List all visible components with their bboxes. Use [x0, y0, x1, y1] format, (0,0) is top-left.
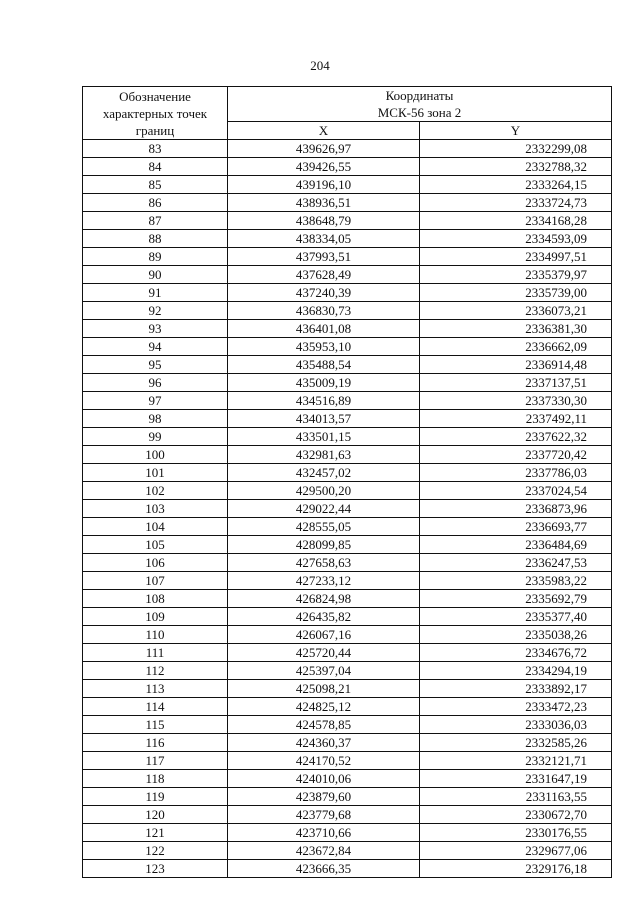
y-coordinate-cell: 2336381,30 — [420, 320, 612, 338]
table-row — [83, 248, 612, 266]
point-number-cell: 85 — [83, 176, 228, 194]
table-row — [83, 320, 612, 338]
y-coordinate-cell: 2332299,08 — [420, 140, 612, 158]
table-row — [83, 842, 612, 860]
x-coordinate-cell: 424825,12 — [228, 698, 420, 716]
table-row — [83, 716, 612, 734]
x-coordinate-cell: 423879,60 — [228, 788, 420, 806]
point-number-cell: 101 — [83, 464, 228, 482]
x-coordinate-cell: 423666,35 — [228, 860, 420, 878]
point-number-cell: 120 — [83, 806, 228, 824]
x-coordinate-cell: 428099,85 — [228, 536, 420, 554]
y-coordinate-cell: 2330672,70 — [420, 806, 612, 824]
point-number-cell: 99 — [83, 428, 228, 446]
point-label-header — [83, 87, 228, 140]
point-number-cell: 118 — [83, 770, 228, 788]
x-coordinate-cell: 437240,39 — [228, 284, 420, 302]
x-coordinate-cell: 424170,52 — [228, 752, 420, 770]
table-row — [83, 338, 612, 356]
y-coordinate-cell: 2333724,73 — [420, 194, 612, 212]
x-coordinate-cell: 437993,51 — [228, 248, 420, 266]
y-coordinate-cell: 2333036,03 — [420, 716, 612, 734]
point-number-cell: 91 — [83, 284, 228, 302]
y-coordinate-cell: 2331163,55 — [420, 788, 612, 806]
point-number-cell: 94 — [83, 338, 228, 356]
x-coordinate-cell: 436401,08 — [228, 320, 420, 338]
x-coordinate-cell: 427233,12 — [228, 572, 420, 590]
point-number-cell: 108 — [83, 590, 228, 608]
y-coordinate-cell: 2334997,51 — [420, 248, 612, 266]
point-number-cell: 113 — [83, 680, 228, 698]
column-y-header: Y — [420, 122, 612, 140]
table-row — [83, 284, 612, 302]
table-row — [83, 482, 612, 500]
x-coordinate-cell: 432457,02 — [228, 464, 420, 482]
table-row — [83, 860, 612, 878]
table-row — [83, 410, 612, 428]
table-header — [83, 87, 612, 140]
table-row — [83, 752, 612, 770]
y-coordinate-cell: 2334676,72 — [420, 644, 612, 662]
x-coordinate-cell: 424578,85 — [228, 716, 420, 734]
table-row — [83, 194, 612, 212]
point-number-cell: 119 — [83, 788, 228, 806]
y-coordinate-cell: 2337137,51 — [420, 374, 612, 392]
y-coordinate-cell: 2336914,48 — [420, 356, 612, 374]
y-coordinate-cell: 2331647,19 — [420, 770, 612, 788]
y-coordinate-cell: 2335379,97 — [420, 266, 612, 284]
y-coordinate-cell: 2333264,15 — [420, 176, 612, 194]
x-coordinate-cell: 436830,73 — [228, 302, 420, 320]
table-row — [83, 392, 612, 410]
header-row-top — [83, 87, 612, 122]
group-header-line-2: МСК-56 зона 2 — [377, 105, 462, 120]
x-coordinate-cell: 435488,54 — [228, 356, 420, 374]
x-coordinate-cell: 424010,06 — [228, 770, 420, 788]
table-row — [83, 608, 612, 626]
x-coordinate-cell: 426435,82 — [228, 608, 420, 626]
point-number-cell: 102 — [83, 482, 228, 500]
table-row — [83, 536, 612, 554]
x-coordinate-cell: 435009,19 — [228, 374, 420, 392]
x-coordinate-cell: 429022,44 — [228, 500, 420, 518]
table-row — [83, 788, 612, 806]
table-row — [83, 500, 612, 518]
y-coordinate-cell: 2334294,19 — [420, 662, 612, 680]
x-coordinate-cell: 423710,66 — [228, 824, 420, 842]
y-coordinate-cell: 2336662,09 — [420, 338, 612, 356]
table-row — [83, 464, 612, 482]
point-number-cell: 86 — [83, 194, 228, 212]
x-coordinate-cell: 427658,63 — [228, 554, 420, 572]
y-coordinate-cell: 2332788,32 — [420, 158, 612, 176]
table-row — [83, 806, 612, 824]
table-row — [83, 554, 612, 572]
y-coordinate-cell: 2337622,32 — [420, 428, 612, 446]
table-row — [83, 230, 612, 248]
y-coordinate-cell: 2336247,53 — [420, 554, 612, 572]
x-coordinate-cell: 423779,68 — [228, 806, 420, 824]
x-coordinate-cell: 435953,10 — [228, 338, 420, 356]
x-coordinate-cell: 438648,79 — [228, 212, 420, 230]
y-coordinate-cell: 2337786,03 — [420, 464, 612, 482]
table-row — [83, 626, 612, 644]
table-row — [83, 518, 612, 536]
point-number-cell: 121 — [83, 824, 228, 842]
point-number-cell: 122 — [83, 842, 228, 860]
x-coordinate-cell: 437628,49 — [228, 266, 420, 284]
y-coordinate-cell: 2336693,77 — [420, 518, 612, 536]
point-number-cell: 105 — [83, 536, 228, 554]
table-row — [83, 158, 612, 176]
y-coordinate-cell: 2337720,42 — [420, 446, 612, 464]
x-coordinate-cell: 426067,16 — [228, 626, 420, 644]
x-coordinate-cell: 425720,44 — [228, 644, 420, 662]
x-coordinate-cell: 439426,55 — [228, 158, 420, 176]
table-row — [83, 446, 612, 464]
point-number-cell: 98 — [83, 410, 228, 428]
x-coordinate-cell: 425397,04 — [228, 662, 420, 680]
table-row — [83, 428, 612, 446]
y-coordinate-cell: 2332121,71 — [420, 752, 612, 770]
coordinates-group-header — [228, 87, 612, 122]
table-row — [83, 644, 612, 662]
point-number-cell: 83 — [83, 140, 228, 158]
point-number-cell: 92 — [83, 302, 228, 320]
point-number-cell: 117 — [83, 752, 228, 770]
point-number-cell: 104 — [83, 518, 228, 536]
table-row — [83, 374, 612, 392]
point-number-cell: 107 — [83, 572, 228, 590]
y-coordinate-cell: 2337492,11 — [420, 410, 612, 428]
point-number-cell: 106 — [83, 554, 228, 572]
label-header-line-2: характерных точек — [102, 105, 208, 121]
x-coordinate-cell: 428555,05 — [228, 518, 420, 536]
y-coordinate-cell: 2335038,26 — [420, 626, 612, 644]
column-x-header: X — [228, 122, 420, 140]
table-row — [83, 590, 612, 608]
x-coordinate-cell: 439196,10 — [228, 176, 420, 194]
point-number-cell: 89 — [83, 248, 228, 266]
table-row — [83, 212, 612, 230]
table-row — [83, 734, 612, 752]
point-number-cell: 103 — [83, 500, 228, 518]
point-number-cell: 95 — [83, 356, 228, 374]
x-coordinate-cell: 426824,98 — [228, 590, 420, 608]
y-coordinate-cell: 2333472,23 — [420, 698, 612, 716]
table-row — [83, 176, 612, 194]
point-number-cell: 100 — [83, 446, 228, 464]
table-row — [83, 680, 612, 698]
y-coordinate-cell: 2334168,28 — [420, 212, 612, 230]
y-coordinate-cell: 2336873,96 — [420, 500, 612, 518]
y-coordinate-cell: 2334593,09 — [420, 230, 612, 248]
point-number-cell: 87 — [83, 212, 228, 230]
table-row — [83, 356, 612, 374]
point-number-cell: 123 — [83, 860, 228, 878]
table-row — [83, 140, 612, 158]
x-coordinate-cell: 432981,63 — [228, 446, 420, 464]
table-row — [83, 770, 612, 788]
y-coordinate-cell: 2335692,79 — [420, 590, 612, 608]
y-coordinate-cell: 2335983,22 — [420, 572, 612, 590]
x-coordinate-cell: 429500,20 — [228, 482, 420, 500]
point-number-cell: 90 — [83, 266, 228, 284]
x-coordinate-cell: 439626,97 — [228, 140, 420, 158]
x-coordinate-cell: 425098,21 — [228, 680, 420, 698]
point-number-cell: 110 — [83, 626, 228, 644]
x-coordinate-cell: 434013,57 — [228, 410, 420, 428]
table-row — [83, 572, 612, 590]
table-row — [83, 302, 612, 320]
y-coordinate-cell: 2337024,54 — [420, 482, 612, 500]
y-coordinate-cell: 2336484,69 — [420, 536, 612, 554]
point-number-cell: 115 — [83, 716, 228, 734]
point-number-cell: 116 — [83, 734, 228, 752]
label-header-line-1: Обозначение — [119, 88, 191, 104]
point-number-cell: 112 — [83, 662, 228, 680]
group-header-line-1: Координаты — [385, 88, 454, 103]
point-number-cell: 97 — [83, 392, 228, 410]
x-coordinate-cell: 438936,51 — [228, 194, 420, 212]
table-row — [83, 698, 612, 716]
y-coordinate-cell: 2330176,55 — [420, 824, 612, 842]
y-coordinate-cell: 2335377,40 — [420, 608, 612, 626]
table-body — [83, 140, 612, 878]
x-coordinate-cell: 434516,89 — [228, 392, 420, 410]
point-number-cell: 93 — [83, 320, 228, 338]
y-coordinate-cell: 2335739,00 — [420, 284, 612, 302]
point-number-cell: 109 — [83, 608, 228, 626]
point-number-cell: 96 — [83, 374, 228, 392]
y-coordinate-cell: 2336073,21 — [420, 302, 612, 320]
table-row — [83, 662, 612, 680]
x-coordinate-cell: 423672,84 — [228, 842, 420, 860]
x-coordinate-cell: 438334,05 — [228, 230, 420, 248]
coordinates-table — [82, 86, 612, 878]
label-header-line-3: границ — [135, 122, 175, 138]
table-row — [83, 824, 612, 842]
table-row — [83, 266, 612, 284]
point-number-cell: 114 — [83, 698, 228, 716]
point-number-cell: 84 — [83, 158, 228, 176]
y-coordinate-cell: 2329176,18 — [420, 860, 612, 878]
point-number-cell: 88 — [83, 230, 228, 248]
y-coordinate-cell: 2333892,17 — [420, 680, 612, 698]
x-coordinate-cell: 433501,15 — [228, 428, 420, 446]
y-coordinate-cell: 2329677,06 — [420, 842, 612, 860]
y-coordinate-cell: 2332585,26 — [420, 734, 612, 752]
x-coordinate-cell: 424360,37 — [228, 734, 420, 752]
y-coordinate-cell: 2337330,30 — [420, 392, 612, 410]
point-number-cell: 111 — [83, 644, 228, 662]
page-number: 204 — [310, 58, 330, 73]
